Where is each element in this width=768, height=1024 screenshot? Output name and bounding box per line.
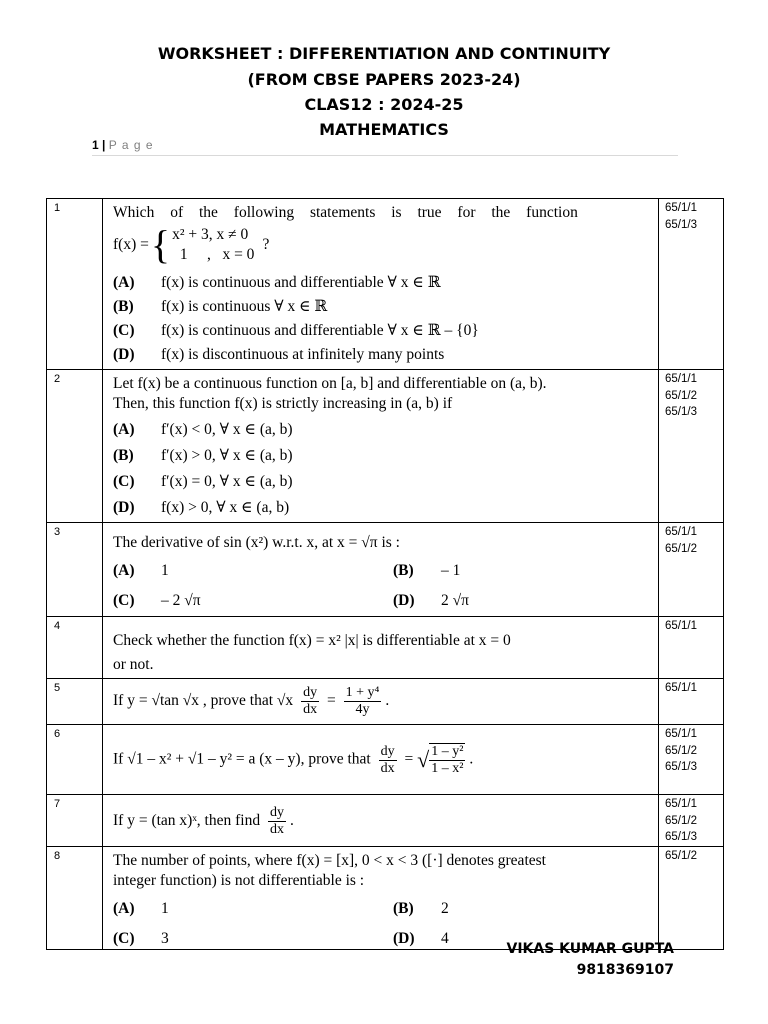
worksheet-title: WORKSHEET : DIFFERENTIATION AND CONTINUITY (157, 44, 611, 63)
option-d: (D) f(x) > 0, ∀ x ∈ (a, b) (113, 499, 290, 516)
case-one: x² + 3, x ≠ 0 (172, 226, 249, 243)
question-mark: ? (262, 236, 270, 253)
question-text: Then, this function f(x) is strictly increasing in (a, b) if (113, 395, 453, 412)
paper-codes: 65/1/1 65/1/2 (659, 523, 724, 617)
option-c: (C) – 2 √π (113, 592, 201, 609)
question-row (47, 725, 724, 795)
question-number: 1 (47, 199, 103, 370)
question-number: 4 (47, 617, 103, 679)
source-subtitle: (FROM CBSE PAPERS 2023-24) (247, 70, 521, 89)
question-text: If y = √tan √x , prove that √x $\frac{dy}{dx}$ = $\frac{\text{1 + y⁴}}{4y}$ . (113, 685, 390, 717)
page-divider (92, 155, 678, 156)
option-c: (C) f′(x) = 0, ∀ x ∈ (a, b) (113, 473, 293, 490)
page-number: 1 | P a g e (92, 138, 154, 152)
case-two: 1 , x = 0 (172, 246, 255, 263)
question-text: The number of points, where f(x) = [x], 0 < x < 3 ([·] denotes greatest (113, 851, 546, 869)
result-fraction: $\frac{\text{1 + y⁴}}{4y}$ (345, 685, 380, 717)
question-body (103, 617, 659, 679)
derivative-fraction: $\frac{dy}{dx}$ (303, 685, 318, 717)
option-d: (D) f(x) is discontinuous at infinitely many points (113, 346, 445, 363)
option-b: (B) – 1 (393, 562, 461, 579)
question-body (103, 846, 659, 949)
question-body (103, 523, 659, 617)
question-text: Which of the following statements is true for the function (113, 204, 578, 221)
author-phone: 9818369107 (576, 962, 674, 978)
option-d: (D) 2 √π (393, 592, 469, 609)
options-grid (113, 561, 648, 611)
option-b: (B) f(x) is continuous ∀ x ∈ ℝ (113, 298, 328, 315)
paper-codes: 65/1/1 65/1/2 65/1/3 (659, 795, 724, 847)
derivative-fraction: $\frac{dy}{dx}$ (269, 805, 284, 837)
question-text: integer function) is not differentiable is : (113, 871, 365, 889)
question-body (103, 679, 659, 725)
option-b: (B) 2 (393, 899, 449, 917)
question-text: Let f(x) be a continuous function on [a, b] and differentiable on (a, b). (113, 375, 547, 392)
question-number: 5 (47, 679, 103, 725)
question-row (47, 795, 724, 847)
question-body (103, 725, 659, 795)
subject-line: MATHEMATICS (319, 120, 449, 139)
option-a: (A) f′(x) < 0, ∀ x ∈ (a, b) (113, 421, 293, 438)
radical-sign: √ (417, 747, 430, 772)
paper-codes: 65/1/1 (659, 679, 724, 725)
question-body (103, 199, 659, 370)
question-number: 6 (47, 725, 103, 795)
option-a: (A) f(x) is continuous and differentiable ∀ x ∈ ℝ (113, 274, 441, 291)
option-d: (D) 4 (393, 929, 449, 947)
question-row (47, 370, 724, 523)
question-number: 3 (47, 523, 103, 617)
question-row (47, 199, 724, 370)
question-text: The derivative of sin (x²) w.r.t. x, at x = √π is : (113, 534, 400, 551)
option-a: (A) 1 (113, 562, 169, 579)
paper-codes: 65/1/2 (659, 846, 724, 949)
result-fraction: $\frac{\text{1 – y²}}{\text{1 – x²}}$ (431, 744, 464, 776)
paper-codes: 65/1/1 65/1/2 65/1/3 (659, 370, 724, 523)
paper-codes: 65/1/1 65/1/2 65/1/3 (659, 725, 724, 795)
question-row (47, 523, 724, 617)
question-text: or not. (113, 656, 154, 673)
question-text: If y = (tan x)ˣ, then find $\frac{dy}{dx}$ . (113, 805, 294, 837)
option-c: (C) f(x) is continuous and differentiable ∀ x ∈ ℝ – {0} (113, 322, 479, 339)
question-body (103, 795, 659, 847)
question-table (46, 198, 724, 950)
paper-codes: 65/1/1 (659, 617, 724, 679)
piecewise-function: f(x) = { x² + 3, x ≠ 0 1 , x = 0 ? (113, 222, 270, 267)
option-c: (C) 3 (113, 929, 169, 947)
question-text: If √1 – x² + √1 – y² = a (x – y), prove that $\frac{dy}{dx}$ = √ $\frac{\text{1 – y²}}{\text{1 – x²}}$ . (113, 743, 474, 776)
option-a: (A) 1 (113, 899, 169, 917)
question-row (47, 617, 724, 679)
author-name: VIKAS KUMAR GUPTA (506, 941, 674, 957)
question-text: Check whether the function f(x) = x² |x| is differentiable at x = 0 (113, 632, 511, 649)
option-b: (B) f′(x) > 0, ∀ x ∈ (a, b) (113, 447, 293, 464)
class-line: CLAS12 : 2024-25 (304, 95, 464, 114)
question-number: 2 (47, 370, 103, 523)
derivative-fraction: $\frac{dy}{dx}$ (380, 743, 395, 776)
question-row (47, 679, 724, 725)
question-number: 7 (47, 795, 103, 847)
paper-codes: 65/1/1 65/1/3 (659, 199, 724, 370)
function-label: f(x) = (113, 236, 149, 253)
question-body (103, 370, 659, 523)
question-row (47, 846, 724, 949)
question-number: 8 (47, 846, 103, 949)
